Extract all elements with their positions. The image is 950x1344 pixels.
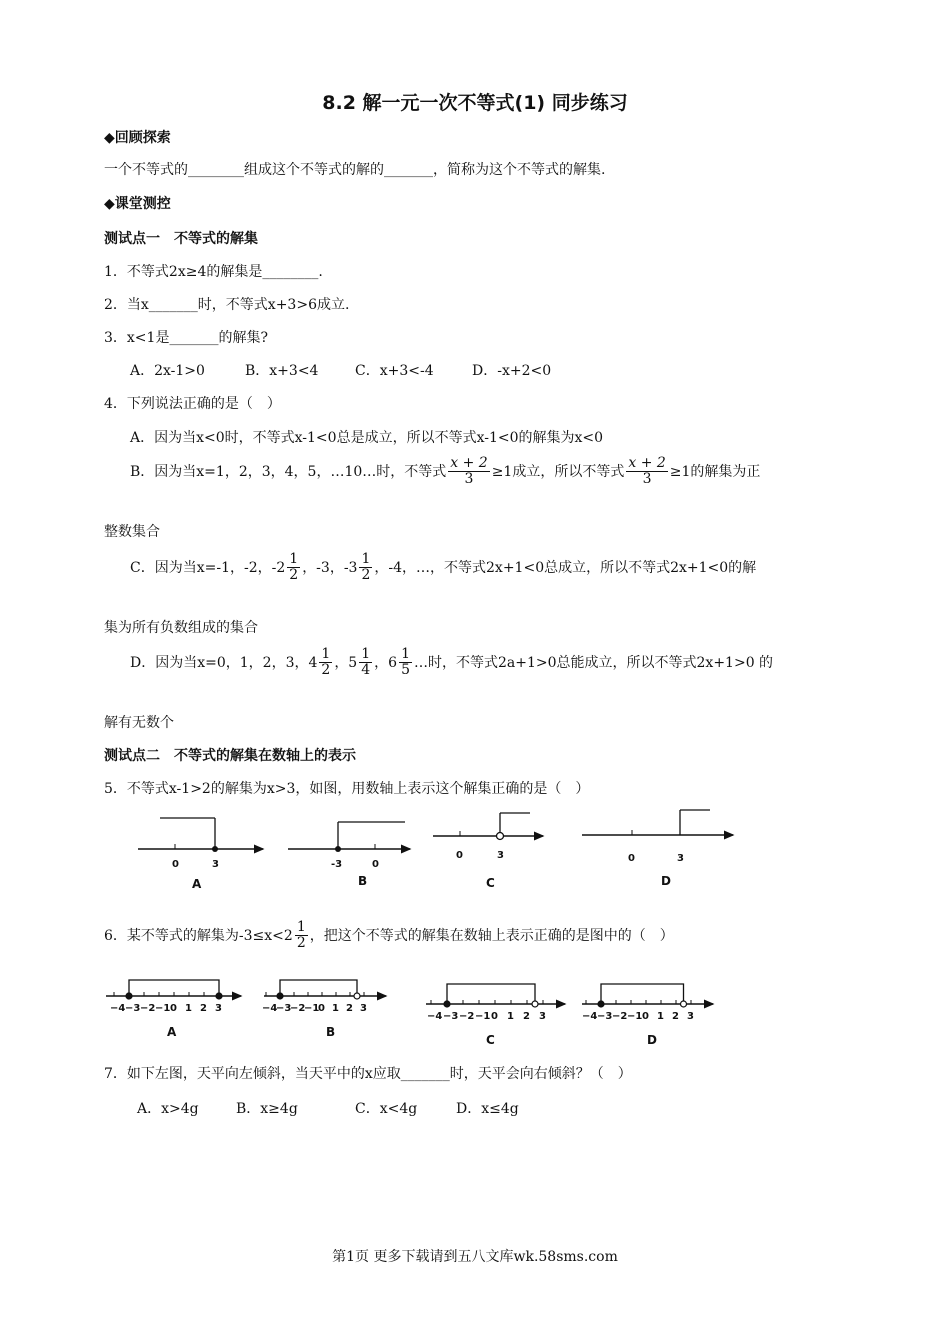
tick-label: 2 [200, 1003, 207, 1014]
test-point-2-heading: 测试点二 不等式的解集在数轴上的表示 [104, 748, 356, 764]
question-4-option-c [130, 552, 756, 582]
tick-label: −4 [582, 1011, 598, 1022]
tick-label: −1 [475, 1011, 491, 1022]
q5b-label: B [358, 874, 368, 888]
fraction-numerator: 1 [321, 646, 331, 662]
question-2: 2．当x_______时，不等式x+3>6成立. [104, 297, 350, 313]
question-4-option-b-continued: 整数集合 [104, 524, 160, 540]
question-7-option-c: C．x<4g [355, 1101, 418, 1117]
tick-label: 3 [539, 1011, 546, 1022]
tick-label: 0 [642, 1011, 649, 1022]
page-footer: 第1页 更多下载请到五八文库wk.58sms.com [332, 1249, 618, 1265]
tick-label: −4 [427, 1011, 443, 1022]
tick-label: 1 [332, 1003, 339, 1014]
q5a-tick-0: 0 [172, 859, 179, 870]
fraction-denominator: 4 [361, 661, 371, 678]
tick-label: 0 [170, 1003, 177, 1014]
option-d-text-2: ，5 [334, 655, 358, 672]
fraction-numerator: 1 [361, 646, 371, 662]
q5-figure-a [138, 818, 263, 891]
q5c-label: C [486, 876, 495, 890]
question-7-option-d: D．x≤4g [456, 1101, 519, 1117]
fraction-denominator: 2 [289, 566, 299, 583]
tick-label: 3 [687, 1011, 694, 1022]
fraction-one-quarter [359, 647, 372, 677]
fraction-x-plus-2-over-3 [448, 456, 489, 486]
question-6-text-2: ，把这个不等式的解集在数轴上表示正确的是图中的（ ） [309, 928, 674, 945]
q5-figure-c [433, 813, 543, 890]
question-7-stem: 7．如下左图，天平向左倾斜，当天平中的x应取_______时，天平会向右倾斜？（ ） [104, 1066, 632, 1082]
tick-label: 1 [185, 1003, 192, 1014]
fraction-x-plus-2-over-3 [626, 456, 667, 486]
question-6-stem [104, 920, 674, 950]
fraction-one-half [359, 552, 372, 582]
tick-label: 0 [491, 1011, 498, 1022]
closed-endpoint [277, 993, 283, 999]
q5d-label: D [661, 874, 671, 888]
section-heading-review: ◆回顾探索 [104, 130, 171, 146]
review-text: 一个不等式的________组成这个不等式的解的_______，简称为这个不等式的解集. [104, 162, 606, 178]
question-6-number-lines [104, 968, 744, 1048]
closed-endpoint [216, 993, 222, 999]
tick-label: 2 [523, 1011, 530, 1022]
question-3-stem: 3．x<1是_______的解集? [104, 330, 268, 346]
fraction-numerator: 1 [289, 551, 299, 567]
question-4-option-d [130, 647, 773, 677]
option-c-text-2: ，-3，-3 [302, 560, 358, 577]
fraction-one-half [319, 647, 332, 677]
tick-label: −2 [612, 1011, 628, 1022]
q5d-tick-3: 3 [677, 853, 684, 864]
tick-label: −1 [155, 1003, 171, 1014]
figure-label: A [167, 1025, 177, 1039]
tick-label: −4 [262, 1003, 278, 1014]
q5c-tick-0: 0 [456, 850, 463, 861]
tick-label: 3 [215, 1003, 222, 1014]
option-d-text-1: D．因为当x=0，1，2，3，4 [130, 655, 318, 672]
tick-label: 0 [318, 1003, 325, 1014]
option-b-text-3: ≥1的解集为正 [669, 464, 761, 481]
question-4-option-c-continued: 集为所有负数组成的集合 [104, 620, 258, 636]
tick-label: −1 [627, 1011, 643, 1022]
test-point-1-heading: 测试点一 不等式的解集 [104, 231, 258, 247]
question-5-number-lines [130, 805, 750, 895]
tick-label: −2 [140, 1003, 156, 1014]
option-d-text-3: ，6 [374, 655, 398, 672]
open-endpoint [532, 1001, 538, 1007]
fraction-numerator: x + 2 [628, 455, 666, 471]
tick-label: 2 [672, 1011, 679, 1022]
tick-label: −4 [110, 1003, 126, 1014]
q5c-tick-3: 3 [497, 850, 504, 861]
question-4-option-a: A．因为当x<0时，不等式x-1<0总是成立，所以不等式x-1<0的解集为x<0 [130, 430, 604, 446]
tick-label: −3 [276, 1003, 292, 1014]
fraction-numerator: x + 2 [450, 455, 488, 471]
question-4-option-d-continued: 解有无数个 [104, 715, 174, 731]
tick-label: −2 [290, 1003, 306, 1014]
fraction-denominator: 3 [642, 470, 652, 487]
fraction-denominator: 3 [464, 470, 474, 487]
option-d-text-4: …时，不等式2a+1>0总能成立，所以不等式2x+1>0 的 [414, 655, 774, 672]
fraction-denominator: 2 [321, 661, 331, 678]
question-3-option-c: C．x+3<-4 [355, 363, 434, 379]
tick-label: 1 [657, 1011, 664, 1022]
question-3-option-d: D．-x+2<0 [472, 363, 552, 379]
q5-figure-d [582, 810, 733, 888]
option-b-text-1: B．因为当x=1，2，3，4，5，…10…时，不等式 [130, 464, 447, 481]
fraction-numerator: 1 [401, 646, 410, 662]
figure-label: C [486, 1033, 495, 1047]
section-heading-classroom: ◆课堂测控 [104, 196, 171, 212]
closed-endpoint [598, 1001, 604, 1007]
solution-bracket [601, 984, 684, 1004]
closed-endpoint [444, 1001, 450, 1007]
page-title: 8.2 解一元一次不等式(1) 同步练习 [322, 92, 628, 114]
solution-bracket [447, 984, 535, 1004]
option-c-text-3: ，-4，…，不等式2x+1<0总成立，所以不等式2x+1<0的解 [374, 560, 757, 577]
tick-label: −3 [125, 1003, 141, 1014]
tick-label: 2 [346, 1003, 353, 1014]
question-7-option-b: B．x≥4g [236, 1101, 298, 1117]
fraction-denominator: 2 [361, 566, 371, 583]
q5a-tick-3: 3 [212, 859, 219, 870]
question-4-stem: 4．下列说法正确的是（ ） [104, 396, 281, 412]
tick-label: −1 [304, 1003, 320, 1014]
q6-figure-b [262, 980, 386, 1039]
q5d-tick-0: 0 [628, 853, 635, 864]
tick-label: 3 [360, 1003, 367, 1014]
fraction-denominator: 5 [401, 661, 410, 678]
open-endpoint [681, 1001, 687, 1007]
tick-label: −3 [597, 1011, 613, 1022]
solution-bracket [280, 980, 357, 996]
tick-label: −2 [459, 1011, 475, 1022]
question-3-option-b: B．x+3<4 [245, 363, 319, 379]
q6-figure-c [426, 984, 565, 1047]
question-4-option-b [130, 456, 760, 486]
option-c-text-1: C．因为当x=-1，-2，-2 [130, 560, 286, 577]
q6-figure-d [582, 984, 713, 1047]
fraction-denominator: 2 [296, 934, 306, 951]
question-1: 1．不等式2x≥4的解集是________. [104, 264, 323, 280]
question-3-option-a: A．2x-1>0 [130, 363, 205, 379]
question-7-option-a: A．x>4g [137, 1101, 199, 1117]
q5-figure-b [288, 822, 410, 888]
open-endpoint [354, 993, 360, 999]
q5a-label: A [192, 877, 202, 891]
fraction-numerator: 1 [296, 919, 306, 935]
q5b-tick-0: 0 [372, 859, 379, 870]
question-6-text-1: 6．某不等式的解集为-3≤x<2 [104, 928, 293, 945]
question-5-stem: 5．不等式x-1>2的解集为x>3，如图，用数轴上表示这个解集正确的是（ ） [104, 781, 590, 797]
fraction-one-fifth [399, 647, 412, 677]
option-b-text-2: ≥1成立，所以不等式 [491, 464, 625, 481]
fraction-numerator: 1 [361, 551, 371, 567]
figure-label: D [647, 1033, 657, 1047]
tick-label: −3 [443, 1011, 459, 1022]
figure-label: B [326, 1025, 336, 1039]
tick-label: 1 [507, 1011, 514, 1022]
q5b-tick-neg3: -3 [331, 859, 343, 870]
fraction-one-half [287, 552, 300, 582]
fraction-one-half [295, 920, 308, 950]
closed-endpoint [126, 993, 132, 999]
q6-figure-a [106, 980, 241, 1039]
